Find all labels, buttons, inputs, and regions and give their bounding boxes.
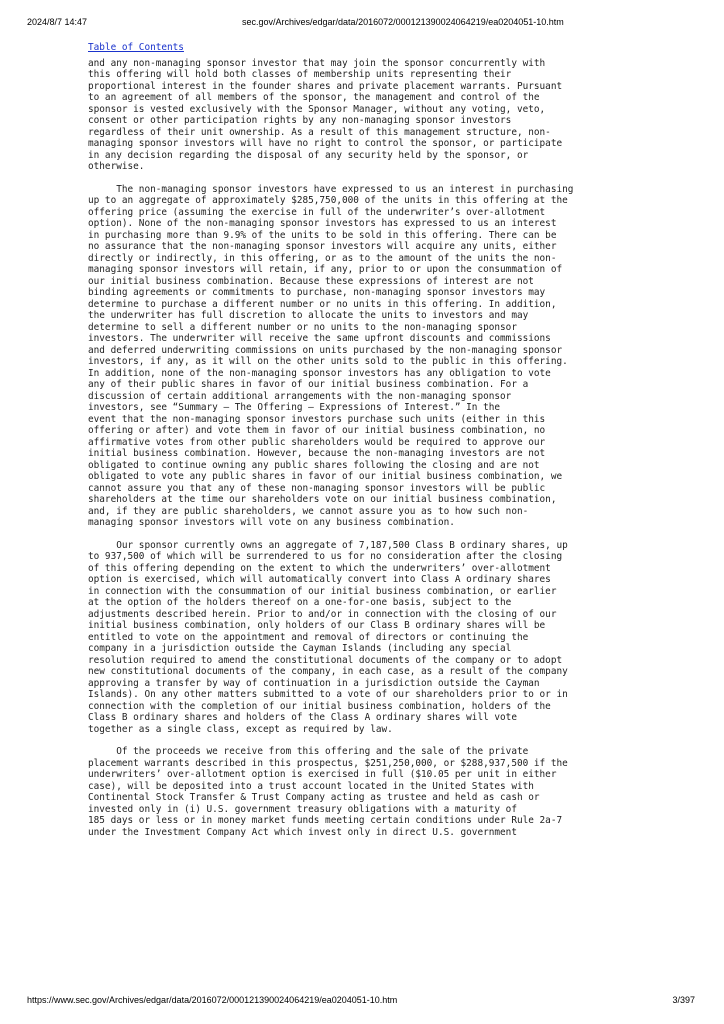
table-of-contents-link[interactable]: Table of Contents: [88, 42, 184, 53]
print-footer-url: https://www.sec.gov/Archives/edgar/data/2016072/000121390024064219/ea0204051-10.htm: [27, 995, 398, 1005]
browser-print-header: [0, 17, 724, 31]
paragraph-class-b-shares: Our sponsor currently owns an aggregate of 7,187,500 Class B ordinary shares, up to 937,500 of which will be surrendered to us for no consideration after the closing of this offering depending on the extent to which the underwriters’ over-allotment option is exercised, which will automatically convert into Class A ordinary shares in connection with the consummation of our initial business combination, or earlier at the option of the holders thereof on a one-for-one basis, subject to the adjustments described herein. Prior to and/or in connection with the closing of our initial business combination, only holders of our Class B ordinary shares will be entitled to vote on the appointment and removal of directors or continuing the company in a jurisdiction outside the Cayman Islands (including any special resolution required to amend the constitutional documents of the company or to adopt new constitutional documents of the company, in each case, as a result of the company approving a transfer by way of continuation in a jurisdiction outside the Cayman Islands). On any other matters submitted to a vote of our shareholders prior to or in connection with the completion of our initial business combination, holders of the Class B ordinary shares and holders of the Class A ordinary shares will vote together as a single class, except as required by law.: [88, 539, 568, 735]
page-number: 3/397: [672, 995, 695, 1005]
document-body: [88, 42, 636, 849]
paragraph-trust-account: Of the proceeds we receive from this offering and the sale of the private placement warrants described in this prospectus, $251,250,000, or $288,937,500 if the underwriters’ over-allotment option is exercised in full ($10.05 per unit in either case), will be deposited into a trust account located in the United States with Continental Stock Transfer & Trust Company acting as trustee and held as cash or invested only in (i) U.S. government treasury obligations with a maturity of 185 days or less or in money market funds meeting certain conditions under Rule 2a-7 under the Investment Company Act which invest only in direct U.S. government: [88, 746, 568, 838]
print-header-url: sec.gov/Archives/edgar/data/2016072/000121390024064219/ea0204051-10.htm: [242, 17, 564, 27]
paragraph-sponsor-structure: and any non-managing sponsor investor that may join the sponsor concurrently with this offering will hold both classes of membership units representing their proportional interest in the founder shares and private placement warrants. Pursuant to an agreement of all members of the sponsor, the management and control of the sponsor is vested exclusively with the Sponsor Manager, without any voting, veto, consent or other participation rights by any non-managing sponsor investors regardless of their unit ownership. As a result of this management structure, non- managing sponsor investors will have no right to control the sponsor, or participate in any decision regarding the disposal of any security held by the sponsor, or otherwise.: [88, 57, 563, 172]
print-timestamp: 2024/8/7 14:47: [27, 17, 88, 27]
browser-print-footer: [0, 995, 724, 1009]
paragraph-non-managing-investors: The non-managing sponsor investors have expressed to us an interest in purchasing up to an aggregate of approximately $285,750,000 of the units in this offering at the offering price (assuming the exercise in full of the underwriter’s over-allotment option). None of the non-managing sponsor investors has expressed to us an interest in purchasing more than 9.9% of the units to be sold in this offering. There can be no assurance that the non-managing sponsor investors will acquire any units, either directly or indirectly, in this offering, or as to the amount of the units the non- managing sponsor investors will retain, if any, prior to or upon the consummation of our initial business combination. Because these expressions of interest are not binding agreements or commitments to purchase, non-managing sponsor investors may determine to purchase a different number or no units in this offering. In addition, the underwriter has full discretion to allocate the units to investors and may determine to sell a different number or no units to the non-managing sponsor investors. The underwriter will receive the same upfront discounts and commissions and deferred underwriting commissions on units purchased by the non-managing sponsor investors, if any, as it will on the other units sold to the public in this offering. In addition, none of the non-managing sponsor investors has any obligation to vote any of their public shares in favor of our initial business combination. For a discussion of certain additional arrangements with the non-managing sponsor investors, see “Summary — The Offering — Expressions of Interest.” In the event that the non-managing sponsor investors purchase such units (either in this offering or after) and vote them in favor of our initial business combination, no affirmative votes from other public shareholders would be required to approve our initial business combination. However, because the non-managing investors are not obligated to continue owning any public shares following the closing and are not obligated to vote any public shares in favor of our initial business combination, we cannot assure you that any of these non-managing sponsor investors will be public shareholders at the time our shareholders vote on our initial business combination, and, if they are public shareholders, we cannot assure you as to how such non- managing sponsor investors will vote on any business combination.: [88, 183, 574, 528]
